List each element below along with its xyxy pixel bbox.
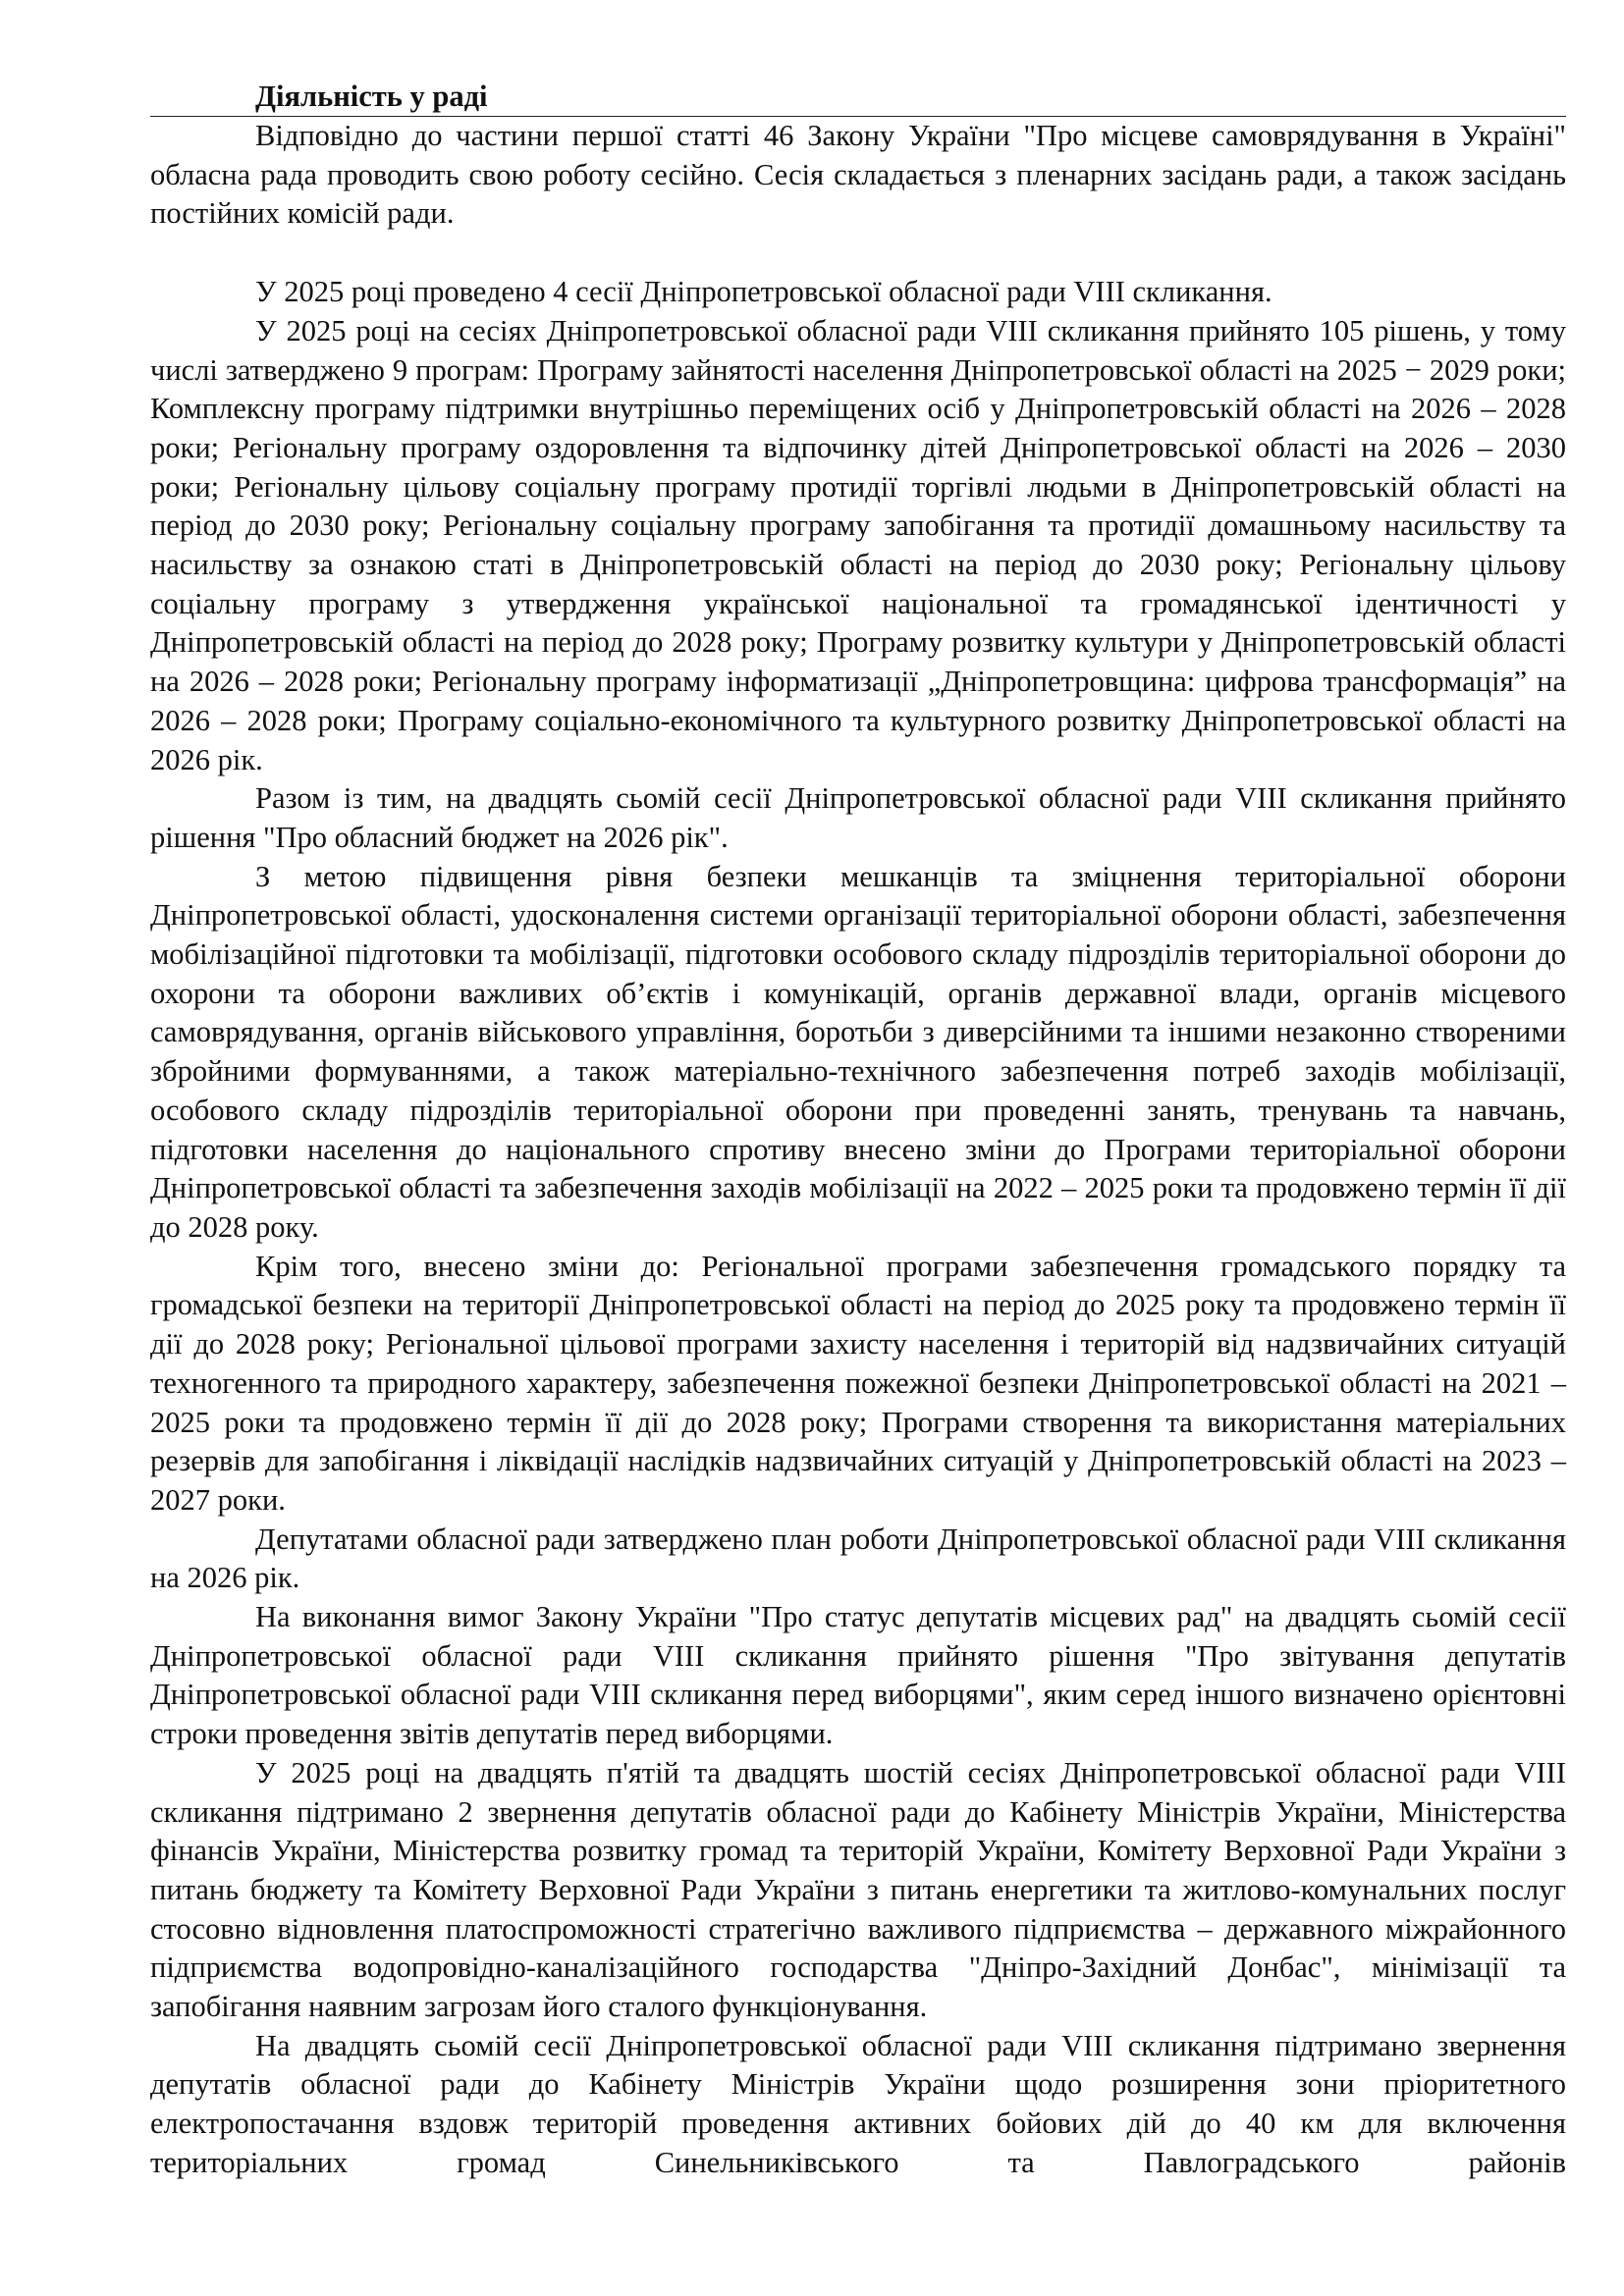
paragraph-sessions-count: У 2025 році проведено 4 сесії Дніпропетровської обласної ради VIII скликання. xyxy=(255,275,1272,309)
paragraph-deputy-reporting: На виконання вимог Закону України "Про статус депутатів місцевих рад" на двадцять сьомій сесії Дніпропетровської обласної ради VIII скликання прийнято рішення "Про звітування депутатів Дніпропетровської обласної ради VIII скликання перед виборцями", яким серед іншого визначено орієнтовні строки проведення звітів депутатів перед виборцями. xyxy=(150,1600,1566,1751)
paragraph-session-work: Відповідно до частини першої статті 46 Закону України "Про місцеве самоврядування в Україні" обласна рада проводить свою роботу сесійно. Сесія складається з пленарних засідань ради, а також засідань постійних комісій ради. xyxy=(150,119,1566,231)
paragraph-spacer xyxy=(150,234,1566,273)
paragraph-work-plan: Депутатами обласної ради затверджено план роботи Дніпропетровської обласної ради VIII скликання на 2026 рік. xyxy=(150,1522,1566,1595)
section-title: Діяльність у раді xyxy=(150,77,1566,117)
paragraph-water-appeals: У 2025 році на двадцять п'ятій та двадцять шостій сесіях Дніпропетровської обласної ради VIII скликання підтримано 2 звернення депутатів обласної ради до Кабінету Міністрів України, Міністерства фінансів України, Міністерства розвитку громад та територій України, Комітету Верховної Ради України з питань бюджету та Комітету Верховної Ради України з питань енергетики та житлово-комунальних послуг стосовно відновлення платоспроможності стратегічно важливого підприємства – державного міжрайонного підприємства водопровідно-каналізаційного господарства "Дніпро-Західний Донбас", мінімізації та запобігання наявним загрозам його сталого функціонування. xyxy=(150,1755,1566,2024)
paragraph-territorial-defense: З метою підвищення рівня безпеки мешканців та зміцнення територіальної оборони Дніпропетровської області, удосконалення системи організації територіальної оборони області, забезпечення мобілізаційної підготовки та мобілізації, підготовки особового складу підрозділів територіальної оборони до охорони та оборони важливих об’єктів і комунікацій, органів державної влади, органів місцевого самоврядування, органів військового управління, боротьби з диверсійними та іншими незаконно створеними збройними формуваннями, а також матеріально-технічного забезпечення потреб заходів мобілізації, особового складу підрозділів територіальної оборони при проведенні занять, тренувань та навчань, підготовки населення до національного спротиву внесено зміни до Програми територіальної оборони Дніпропетровської області та забезпечення заходів мобілізації на 2022 – 2025 роки та продовжено термін її дії до 2028 року. xyxy=(150,859,1566,1244)
paragraph-budget-decision: Разом із тим, на двадцять сьомій сесії Дніпропетровської обласної ради VIII скликання прийнято рішення "Про обласний бюджет на 2026 рік". xyxy=(150,781,1566,854)
paragraph-power-supply-appeal: На двадцять сьомій сесії Дніпропетровської обласної ради VIII скликання підтримано звернення депутатів обласної ради до Кабінету Міністрів України щодо розширення зони пріоритетного електропостачання вздовж територій проведення активних бойових дій до 40 км для включення територіальних громад Синельниківського та Павлоградського районів xyxy=(150,2028,1566,2179)
paragraph-decisions-programs: У 2025 році на сесіях Дніпропетровської обласної ради VIII скликання прийнято 105 рішень, у тому числі затверджено 9 програм: Програму зайнятості населення Дніпропетровської області на 2025 − 2029 роки; Комплексну програму підтримки внутрішньо переміщених осіб у Дніпропетровській області на 2026 – 2028 роки; Регіональну програму оздоровлення та відпочинку дітей Дніпропетровської області на 2026 – 2030 роки; Регіональну цільову соціальну програму протидії торгівлі людьми в Дніпропетровській області на період до 2030 року; Регіональну соціальну програму запобігання та протидії домашньому насильству та насильству за ознакою статі в Дніпропетровській області на період до 2030 року; Регіональну цільову соціальну програму з утвердження української національної та громадянської ідентичності у Дніпропетровській області на період до 2028 року; Програму розвитку культури у Дніпропетровській області на 2026 – 2028 роки; Регіональну програму інформатизації „Дніпропетровщина: цифрова трансформація” на 2026 – 2028 роки; Програму соціально-економічного та культурного розвитку Дніпропетровської області на 2026 рік. xyxy=(150,313,1566,776)
document-page xyxy=(150,77,1566,2183)
paragraph-program-amendments: Крім того, внесено зміни до: Регіональної програми забезпечення громадського порядку та громадської безпеки на території Дніпропетровської області на період до 2025 року та продовжено термін її дії до 2028 року; Регіональної цільової програми захисту населення і територій від надзвичайних ситуацій техногенного та природного характеру, забезпечення пожежної безпеки Дніпропетровської області на 2021 – 2025 роки та продовжено термін її дії до 2028 року; Програми створення та використання матеріальних резервів для запобігання і ліквідації наслідків надзвичайних ситуацій у Дніпропетровській області на 2023 – 2027 роки. xyxy=(150,1249,1566,1517)
